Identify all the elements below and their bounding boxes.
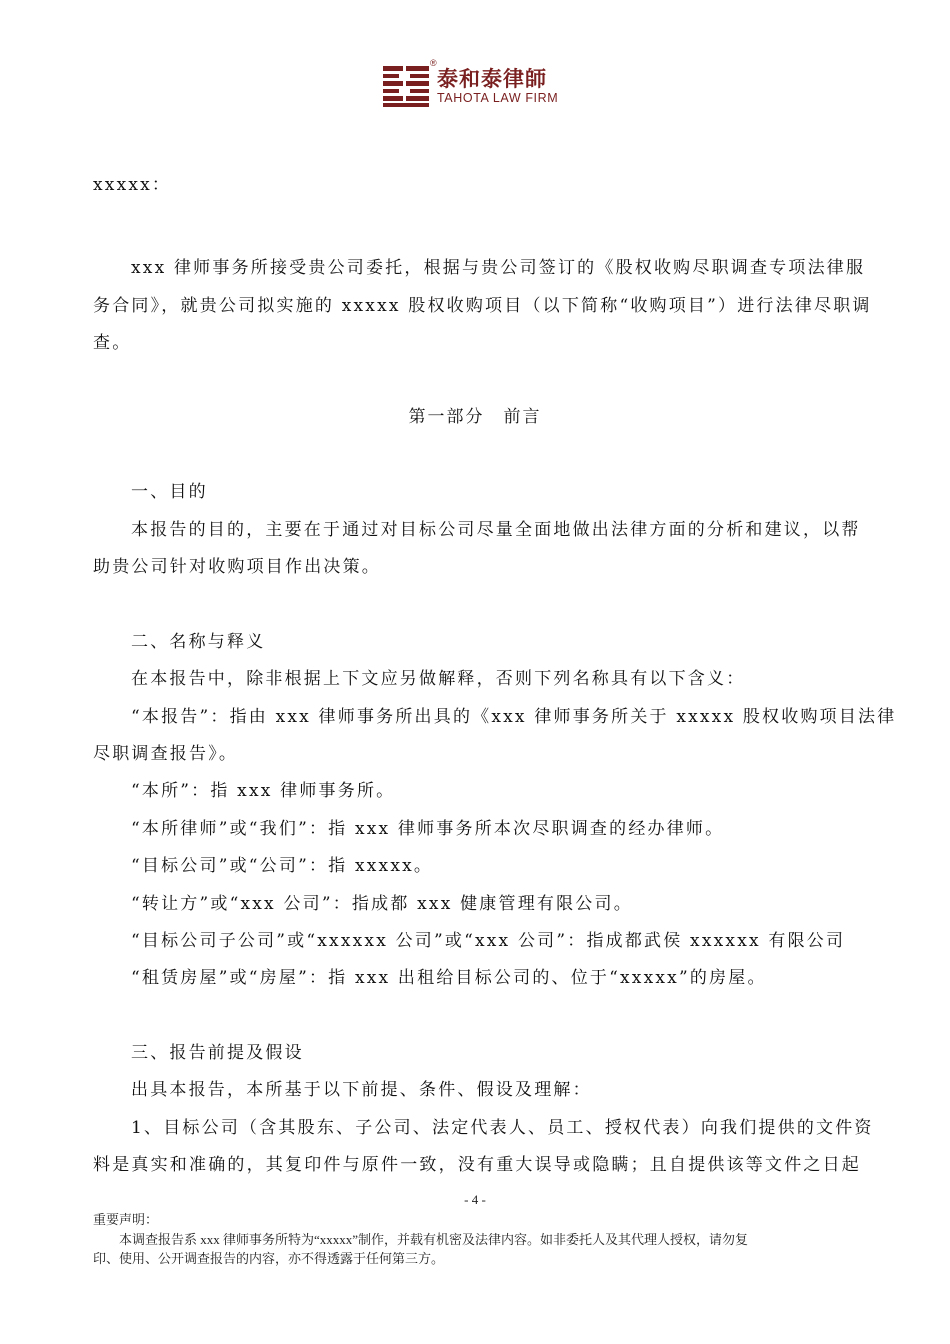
section-1-line-2: 助贵公司针对收购项目作出决策。 [93, 557, 381, 577]
salutation: xxxxx： [93, 175, 172, 195]
page-number: - 4 - [464, 1192, 486, 1207]
section-2-title: 二、名称与释义 [131, 632, 266, 652]
definition-1-line-1: “本报告”：指由 xxx 律师事务所出具的《xxx 律师事务所关于 xxxxx 股权收购项目法律 [131, 707, 897, 727]
intro-line-3: 查。 [93, 333, 132, 353]
section-2-intro: 在本报告中，除非根据上下文应另做解释，否则下列名称具有以下含义： [131, 669, 746, 689]
section-1-line-1: 本报告的目的，主要在于通过对目标公司尽量全面地做出法律方面的分析和建议，以帮 [131, 520, 861, 540]
definition-2: “本所”：指 xxx 律师事务所。 [131, 781, 396, 801]
notice-label: 重要声明： [93, 1212, 159, 1227]
definition-6: “目标公司子公司”或“xxxxxx 公司”或“xxx 公司”：指成都武侯 xxxxxx 有限公司 [131, 931, 846, 951]
definition-1-line-2: 尽职调查报告》。 [93, 744, 239, 764]
firm-logo [383, 58, 559, 110]
section-3-item-1-line-2: 料是真实和准确的，其复印件与原件一致，没有重大误导或隐瞒；且自提供该等文件之日起 [93, 1155, 861, 1175]
firm-name-en: TAHOTA LAW FIRM [437, 90, 559, 105]
section-3-title: 三、报告前提及假设 [131, 1043, 304, 1063]
registered-mark: ® [430, 58, 437, 68]
definition-3: “本所律师”或“我们”：指 xxx 律师事务所本次尽职调查的经办律师。 [131, 819, 725, 839]
notice-line-2: 印、使用、公开调查报告的内容，亦不得透露于任何第三方。 [93, 1251, 445, 1266]
section-3-intro: 出具本报告，本所基于以下前提、条件、假设及理解： [131, 1080, 592, 1100]
notice-line-1: 本调查报告系 xxx 律师事务所特为“xxxxx”制作，并载有机密及法律内容。如非委托人及其代理人授权，请勿复 [119, 1232, 749, 1247]
part-title: 第一部分 前言 [408, 407, 542, 427]
intro-line-2: 务合同》，就贵公司拟实施的 xxxxx 股权收购项目（以下简称“收购项目”）进行法律尽职调 [93, 296, 872, 316]
intro-line-1: xxx 律师事务所接受贵公司委托，根据与贵公司签订的《股权收购尽职调查专项法律服 [131, 258, 866, 278]
firm-name-cn: 泰和泰律師 [437, 66, 547, 91]
firm-logo-mark-icon [383, 64, 429, 108]
section-3-item-1-line-1: 1、目标公司（含其股东、子公司、法定代表人、员工、授权代表）向我们提供的文件资 [131, 1118, 874, 1138]
section-1-title: 一、目的 [131, 482, 208, 502]
definition-4: “目标公司”或“公司”：指 xxxxx。 [131, 856, 434, 876]
definition-5: “转让方”或“xxx 公司”：指成都 xxx 健康管理有限公司。 [131, 894, 633, 914]
definition-7: “租赁房屋”或“房屋”：指 xxx 出租给目标公司的、位于“xxxxx”的房屋。 [131, 968, 767, 988]
